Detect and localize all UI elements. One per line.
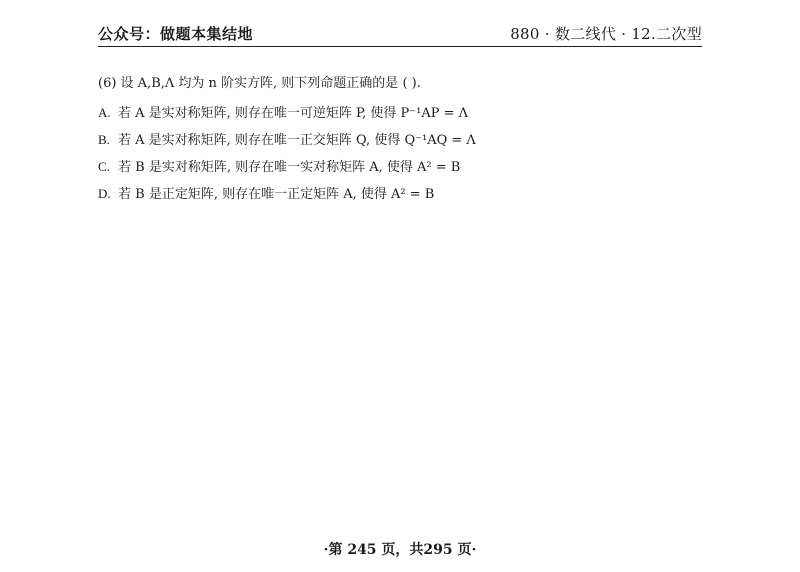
- option-d: [98, 186, 434, 203]
- option-text: 若 A 是实对称矩阵, 则存在唯一可逆矩阵 P, 使得 P⁻¹AP = Λ: [118, 106, 469, 121]
- option-letter: C.: [98, 159, 110, 174]
- option-text: 若 B 是正定矩阵, 则存在唯一正定矩阵 A, 使得 A² = B: [118, 187, 435, 202]
- question-stem: (6) 设 A,B,Λ 均为 n 阶实方阵, 则下列命题正确的是 ( ).: [98, 76, 421, 91]
- option-c: [98, 159, 460, 176]
- option-a: [98, 105, 468, 122]
- option-text: 若 A 是实对称矩阵, 则存在唯一正交矩阵 Q, 使得 Q⁻¹AQ = Λ: [118, 133, 476, 148]
- option-letter: A.: [98, 105, 111, 120]
- page-number: ·第 245 页，共295 页·: [323, 542, 477, 558]
- option-letter: B.: [98, 132, 110, 147]
- header-section: 880 · 数二线代 · 12.二次型: [510, 25, 702, 43]
- option-b: [98, 132, 476, 149]
- option-letter: D.: [98, 186, 111, 201]
- header-title: 公众号：做题本集结地: [98, 25, 254, 43]
- header-divider: [98, 46, 702, 47]
- option-text: 若 B 是实对称矩阵, 则存在唯一实对称矩阵 A, 使得 A² = B: [118, 160, 461, 175]
